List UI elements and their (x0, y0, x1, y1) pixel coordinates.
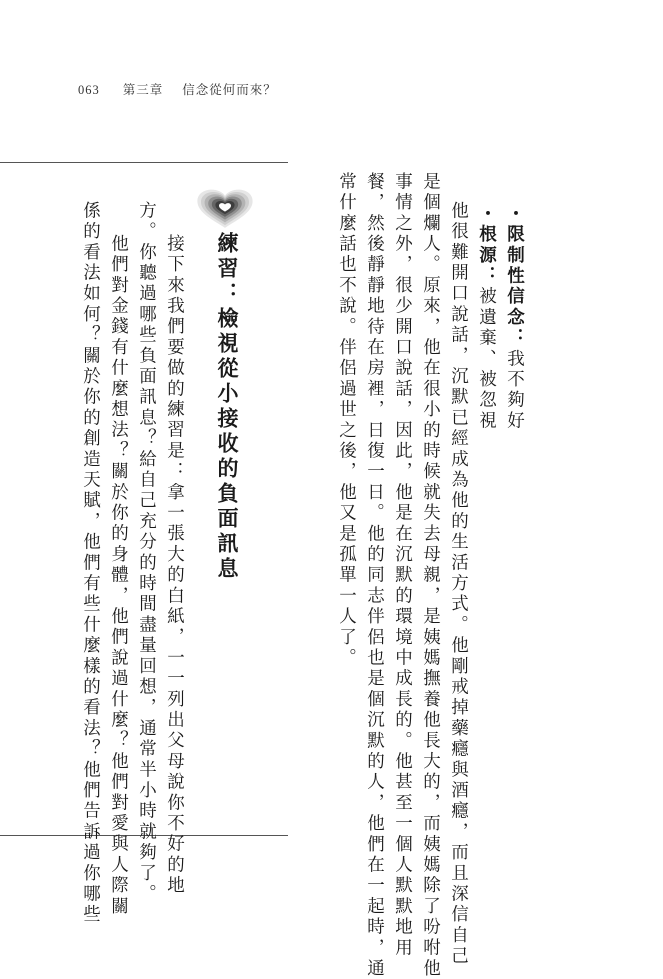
root-label: ・根源： (476, 204, 497, 287)
root-line (477, 204, 495, 432)
page-number: 063 (78, 83, 100, 97)
paragraph-line-4: 餐，然後靜靜地待在房裡，日復一日。他的同志伴侶也是個沉默的人，他們在一起時，通 (364, 172, 385, 979)
exercise-line-3: 他們對金錢有什麼想法？關於你的身體，他們說過什麼？他們對愛與人際關 (108, 234, 129, 918)
exercise-line-2: 方。你聽過哪些負面訊息？給自己充分的時間盡量回想，通常半小時就夠了。 (136, 201, 157, 905)
limiting-belief-line (505, 204, 523, 432)
exercise-top-rule (0, 162, 288, 163)
limiting-belief-label: ・限制性信念： (504, 204, 525, 349)
paragraph-line-5: 常什麼話也不說。伴侶過世之後，他又是孤單一人了。 (336, 172, 357, 669)
paragraph-line-3: 事情之外，很少開口說話，因此，他是在沉默的環境中成長的。他甚至一個人默默地用 (392, 172, 413, 959)
root-value: 被遺棄、被忽視 (476, 286, 497, 432)
exercise-line-1: 接下來我們要做的練習是：拿一張大的白紙，一一列出父母說你不好的地 (164, 234, 185, 897)
paragraph-line-1: 他很難開口說話，沉默已經成為他的生活方式。他剛戒掉藥癮與酒癮，而且深信自己 (448, 201, 469, 967)
exercise-title: 練習：檢視從小接收的負面訊息 (215, 232, 239, 582)
running-header (78, 80, 277, 98)
chapter-number: 第三章 (122, 82, 164, 97)
chapter-title: 信念從何而來？ (182, 82, 277, 97)
concentric-heart-ornament-icon (195, 188, 255, 230)
paragraph-line-2: 是個爛人。原來，他在很小的時候就失去母親，是姨媽撫養他長大的，而姨媽除了吩咐他 (420, 172, 441, 979)
exercise-line-4: 係的看法如何？關於你的創造天賦，他們有些什麼樣的看法？他們告訴過你哪些 (80, 201, 101, 926)
limiting-belief-value: 我不夠好 (504, 348, 525, 432)
